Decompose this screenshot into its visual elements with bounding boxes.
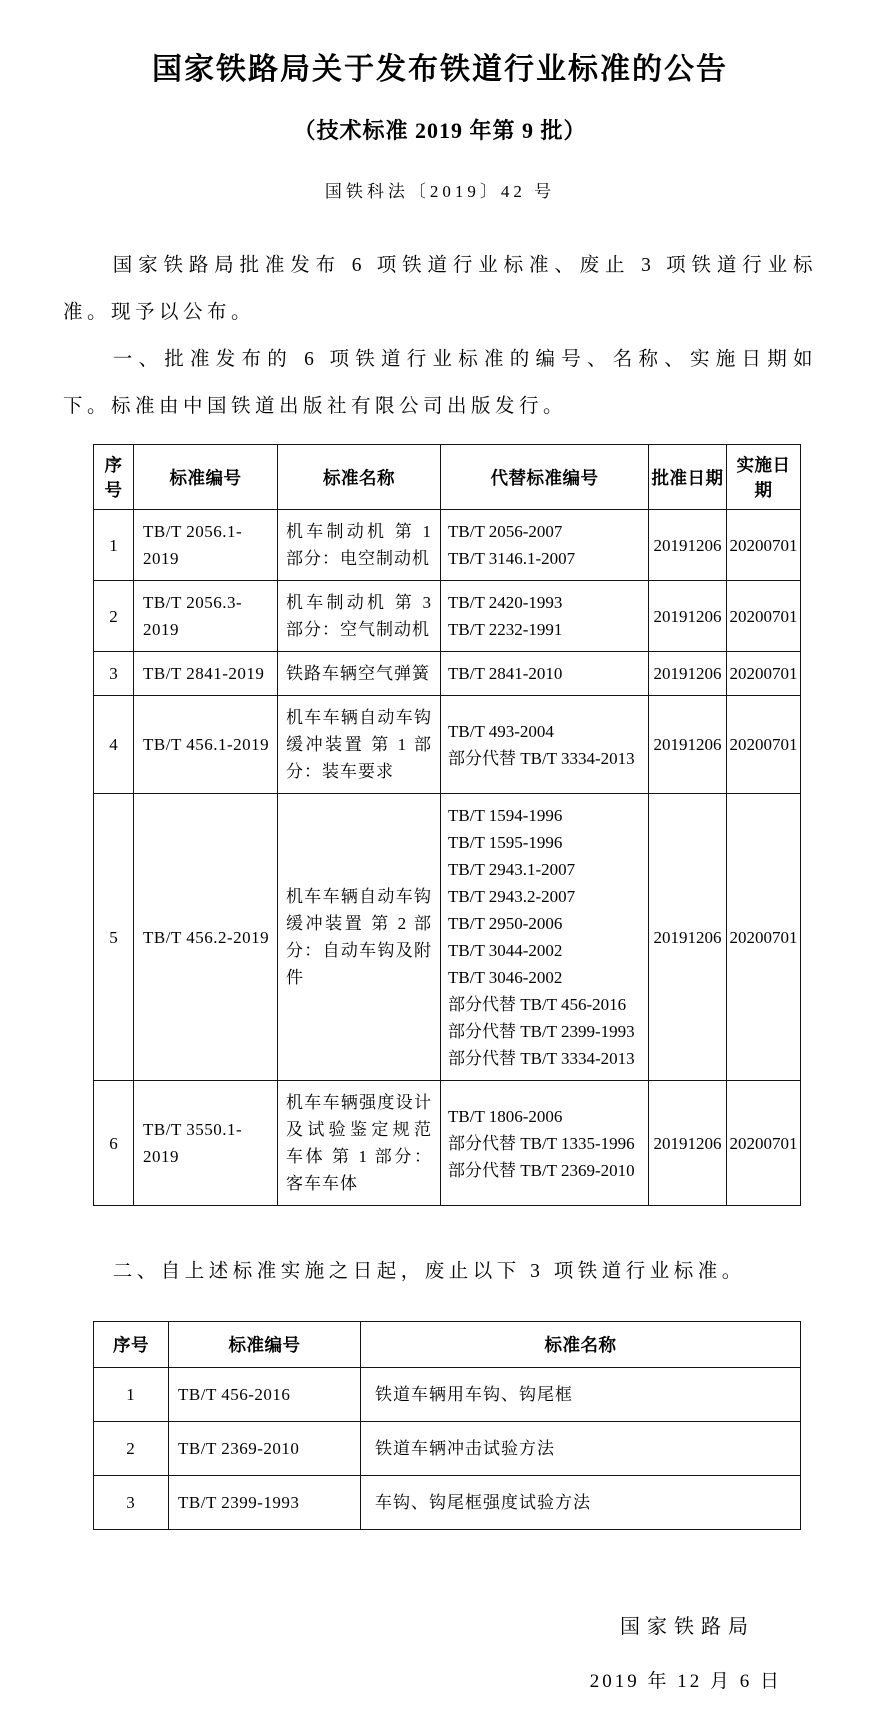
cell-replaced: TB/T 1806-2006 部分代替 TB/T 1335-1996 部分代替 TB/T 2369-2010 <box>441 1081 649 1206</box>
cell-name: 机车车辆自动车钩缓冲装置 第 2 部分：自动车钩及附件 <box>278 794 441 1081</box>
cell-approval-date: 20191206 <box>649 1081 727 1206</box>
cell-code: TB/T 2399-1993 <box>169 1476 361 1530</box>
cell-implementation-date: 20200701 <box>727 581 801 652</box>
table-row <box>94 794 801 1081</box>
table-row <box>94 1368 801 1422</box>
cell-name: 机车车辆强度设计及试验鉴定规范 车体 第 1 部分：客车车体 <box>278 1081 441 1206</box>
cell-code: TB/T 3550.1-2019 <box>134 1081 278 1206</box>
table-row <box>94 581 801 652</box>
table-row <box>94 1422 801 1476</box>
cell-name: 铁道车辆冲击试验方法 <box>361 1422 801 1476</box>
cell-replaced: TB/T 1594-1996 TB/T 1595-1996 TB/T 2943.1-2007 TB/T 2943.2-2007 TB/T 2950-2006 TB/T 3044-2002 TB/T 3046-2002 部分代替 TB/T 456-2016 部分代替 TB/T 2399-1993 部分代替 TB/T 3334-2013 <box>441 794 649 1081</box>
cell-approval-date: 20191206 <box>649 696 727 794</box>
col-header-name: 标准名称 <box>361 1322 801 1368</box>
cell-name: 车钩、钩尾框强度试验方法 <box>361 1476 801 1530</box>
cell-code: TB/T 456.2-2019 <box>134 794 278 1081</box>
signature-date: 2019 年 12 月 6 日 <box>589 1671 782 1692</box>
cell-seq: 1 <box>94 510 134 581</box>
cell-seq: 3 <box>94 652 134 696</box>
cell-name: 铁道车辆用车钩、钩尾框 <box>361 1368 801 1422</box>
cell-seq: 2 <box>94 1422 169 1476</box>
cell-name: 机车车辆自动车钩缓冲装置 第 1 部分：装车要求 <box>278 696 441 794</box>
col-header-seq: 序号 <box>94 1322 169 1368</box>
cell-replaced: TB/T 493-2004 部分代替 TB/T 3334-2013 <box>441 696 649 794</box>
table-row <box>94 510 801 581</box>
cell-seq: 1 <box>94 1368 169 1422</box>
paragraph-section1: 一、批准发布的 6 项铁道行业标准的编号、名称、实施日期如下。标准由中国铁道出版社有限公司出版发行。 <box>63 349 817 417</box>
doc-number: 国铁科法〔2019〕42 号 <box>324 182 556 201</box>
col-header-approval-date: 批准日期 <box>649 445 727 510</box>
table-row <box>94 1476 801 1530</box>
cell-name: 铁路车辆空气弹簧 <box>278 652 441 696</box>
col-header-implementation-date: 实施日期 <box>727 445 801 510</box>
col-header-code: 标准编号 <box>134 445 278 510</box>
cell-approval-date: 20191206 <box>649 510 727 581</box>
cell-seq: 4 <box>94 696 134 794</box>
signature-agency: 国家铁路局 <box>620 1616 755 1638</box>
cell-implementation-date: 20200701 <box>727 794 801 1081</box>
cell-name: 机车制动机 第 3 部分：空气制动机 <box>278 581 441 652</box>
published-standards-table <box>93 444 801 1206</box>
cell-name: 机车制动机 第 1 部分：电空制动机 <box>278 510 441 581</box>
cell-seq: 6 <box>94 1081 134 1206</box>
col-header-seq: 序号 <box>94 445 134 510</box>
cell-seq: 3 <box>94 1476 169 1530</box>
cell-implementation-date: 20200701 <box>727 1081 801 1206</box>
table-row <box>94 696 801 794</box>
cell-seq: 5 <box>94 794 134 1081</box>
cell-implementation-date: 20200701 <box>727 652 801 696</box>
col-header-name: 标准名称 <box>278 445 441 510</box>
cell-approval-date: 20191206 <box>649 794 727 1081</box>
table-header-row <box>94 445 801 510</box>
paragraph-section2: 二、自上述标准实施之日起，废止以下 3 项铁道行业标准。 <box>112 1261 746 1282</box>
cell-approval-date: 20191206 <box>649 652 727 696</box>
cell-approval-date: 20191206 <box>649 581 727 652</box>
cell-code: TB/T 456-2016 <box>169 1368 361 1422</box>
cell-seq: 2 <box>94 581 134 652</box>
cell-replaced: TB/T 2420-1993 TB/T 2232-1991 <box>441 581 649 652</box>
cell-code: TB/T 2056.3-2019 <box>134 581 278 652</box>
cell-code: TB/T 2841-2019 <box>134 652 278 696</box>
col-header-code: 标准编号 <box>169 1322 361 1368</box>
cell-implementation-date: 20200701 <box>727 696 801 794</box>
page-title: 国家铁路局关于发布铁道行业标准的公告 <box>152 53 728 86</box>
table-header-row <box>94 1322 801 1368</box>
cell-code: TB/T 2056.1-2019 <box>134 510 278 581</box>
col-header-replaced: 代替标准编号 <box>441 445 649 510</box>
table-row <box>94 1081 801 1206</box>
cell-code: TB/T 456.1-2019 <box>134 696 278 794</box>
cell-implementation-date: 20200701 <box>727 510 801 581</box>
abolished-standards-table <box>93 1321 801 1530</box>
table-row <box>94 652 801 696</box>
cell-replaced: TB/T 2056-2007 TB/T 3146.1-2007 <box>441 510 649 581</box>
cell-replaced: TB/T 2841-2010 <box>441 652 649 696</box>
cell-code: TB/T 2369-2010 <box>169 1422 361 1476</box>
page-subtitle: （技术标准 2019 年第 9 批） <box>293 118 587 143</box>
paragraph-intro: 国家铁路局批准发布 6 项铁道行业标准、废止 3 项铁道行业标准。现予以公布。 <box>63 255 817 323</box>
